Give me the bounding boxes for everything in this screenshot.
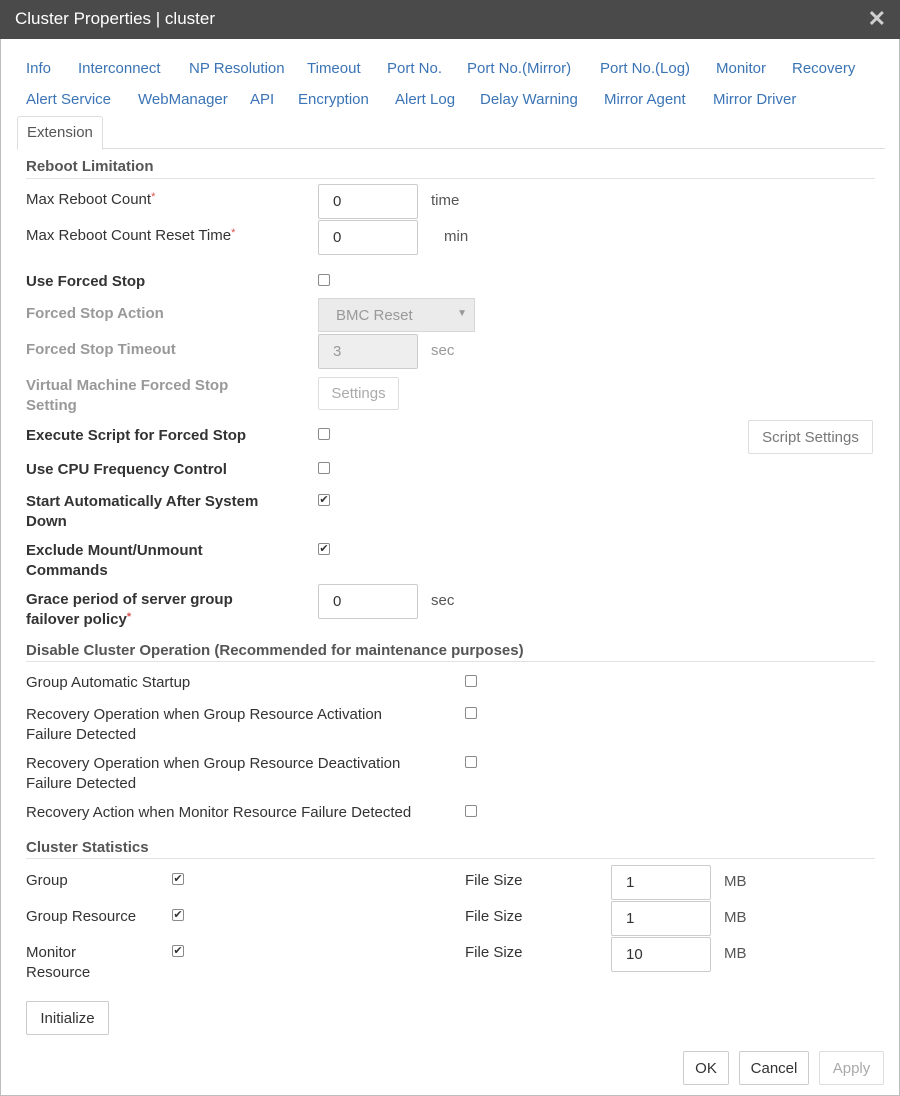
auto-start-label: Start Automatically After System Down	[26, 493, 259, 530]
exclude-mount-checkbox[interactable]: ✔	[319, 543, 329, 555]
activation-failure-label: Recovery Operation when Group Resource Activation Failure Detected	[26, 706, 383, 743]
tab-port-no-log[interactable]: Port No.(Log)	[600, 60, 691, 77]
tab-mirror-driver[interactable]: Mirror Driver	[713, 91, 797, 108]
cpu-frequency-label: Use CPU Frequency Control	[26, 461, 227, 478]
forced-stop-timeout-unit: sec	[431, 342, 455, 359]
stat-monitor-resource-file-size-label: File Size	[465, 944, 523, 961]
tab-alert-log[interactable]: Alert Log	[395, 91, 456, 108]
reset-time-label: Max Reboot Count Reset Time*	[26, 227, 236, 244]
grace-period-unit: sec	[431, 592, 455, 609]
group-automatic-startup-checkbox[interactable]	[465, 675, 477, 687]
section-reboot-limitation: Reboot Limitation	[26, 158, 154, 175]
stat-monitor-resource-unit: MB	[724, 945, 747, 962]
max-reboot-count-label: Max Reboot Count*	[26, 191, 156, 208]
reset-time-input[interactable]: 0	[318, 220, 418, 255]
tab-mirror-agent[interactable]: Mirror Agent	[604, 91, 686, 108]
initialize-button[interactable]: Initialize	[26, 1001, 109, 1035]
cpu-frequency-checkbox[interactable]	[318, 462, 330, 474]
cancel-button[interactable]: Cancel	[739, 1051, 809, 1085]
grace-period-input[interactable]: 0	[318, 584, 418, 619]
vm-settings-button[interactable]: Settings	[318, 377, 399, 410]
max-reboot-count-input[interactable]: 0	[318, 184, 418, 219]
tab-encryption[interactable]: Encryption	[298, 91, 369, 108]
use-forced-stop-checkbox[interactable]	[318, 274, 330, 286]
stat-group-resource-label: Group Resource	[26, 908, 137, 925]
tab-divider	[17, 148, 885, 149]
deactivation-failure-checkbox[interactable]	[465, 756, 477, 768]
reset-time-unit: min	[444, 228, 469, 245]
grace-period-label: Grace period of server group failover policy*	[26, 591, 233, 628]
stat-group-resource-file-size-label: File Size	[465, 908, 523, 925]
required-mark: *	[126, 611, 132, 623]
tab-interconnect[interactable]: Interconnect	[78, 60, 161, 77]
auto-start-checkbox[interactable]: ✔	[319, 494, 329, 506]
chevron-down-icon: ▼	[457, 308, 467, 319]
stat-monitor-resource-label: Monitor Resource	[26, 944, 91, 981]
activation-failure-checkbox[interactable]	[465, 707, 477, 719]
stat-group-unit: MB	[724, 873, 747, 890]
forced-stop-action-select[interactable]	[318, 298, 475, 332]
stat-monitor-resource-file-size-input[interactable]: 10	[611, 937, 711, 972]
title-bar	[0, 0, 900, 39]
tab-info[interactable]: Info	[26, 60, 52, 77]
group-automatic-startup-label: Group Automatic Startup	[26, 674, 191, 691]
stat-group-resource-file-size-input[interactable]: 1	[611, 901, 711, 936]
tab-delay-warning[interactable]: Delay Warning	[480, 91, 578, 108]
required-mark: *	[231, 227, 236, 239]
tab-recovery[interactable]: Recovery	[792, 60, 856, 77]
execute-script-checkbox[interactable]	[318, 428, 330, 440]
section-divider	[26, 661, 875, 662]
apply-button[interactable]: Apply	[819, 1051, 884, 1085]
monitor-failure-label: Recovery Action when Monitor Resource Failure Detected	[26, 804, 412, 821]
tab-monitor[interactable]: Monitor	[716, 60, 767, 77]
forced-stop-timeout-input[interactable]: 3	[318, 334, 418, 369]
close-icon[interactable]: ✕	[867, 6, 886, 31]
monitor-failure-checkbox[interactable]	[465, 805, 477, 817]
use-forced-stop-label: Use Forced Stop	[26, 273, 146, 290]
stat-group-resource-checkbox[interactable]: ✔	[173, 909, 183, 921]
required-mark: *	[151, 191, 156, 203]
section-divider	[26, 858, 875, 859]
stat-monitor-resource-checkbox[interactable]: ✔	[173, 945, 183, 957]
tab-timeout[interactable]: Timeout	[307, 60, 361, 77]
tab-api[interactable]: API	[250, 91, 275, 108]
max-reboot-count-unit: time	[431, 192, 460, 209]
tab-np-resolution[interactable]: NP Resolution	[189, 60, 285, 77]
deactivation-failure-label: Recovery Operation when Group Resource Deactivation Failure Detected	[26, 755, 401, 792]
tab-webmanager[interactable]: WebManager	[138, 91, 228, 108]
script-settings-button[interactable]: Script Settings	[748, 420, 873, 454]
tab-alert-service[interactable]: Alert Service	[26, 91, 112, 108]
vm-forced-stop-label: Virtual Machine Forced Stop Setting	[26, 377, 229, 414]
stat-group-file-size-label: File Size	[465, 872, 523, 889]
execute-script-label: Execute Script for Forced Stop	[26, 427, 247, 444]
section-cluster-statistics: Cluster Statistics	[26, 839, 149, 856]
section-disable-cluster-operation: Disable Cluster Operation (Recommended for maintenance purposes)	[26, 642, 524, 659]
forced-stop-action-label: Forced Stop Action	[26, 305, 164, 322]
ok-button[interactable]: OK	[683, 1051, 729, 1085]
stat-group-file-size-input[interactable]: 1	[611, 865, 711, 900]
forced-stop-action-value: BMC Reset	[336, 307, 413, 324]
forced-stop-timeout-label: Forced Stop Timeout	[26, 341, 176, 358]
stat-group-label: Group	[26, 872, 68, 889]
tab-extension[interactable]: Extension	[17, 116, 103, 150]
stat-group-checkbox[interactable]: ✔	[173, 873, 183, 885]
stat-group-resource-unit: MB	[724, 909, 747, 926]
exclude-mount-label: Exclude Mount/Unmount Commands	[26, 542, 203, 579]
tab-port-no[interactable]: Port No.	[387, 60, 443, 77]
window-title: Cluster Properties | cluster	[15, 9, 215, 28]
tab-port-no-mirror[interactable]: Port No.(Mirror)	[467, 60, 572, 77]
section-divider	[26, 178, 875, 179]
